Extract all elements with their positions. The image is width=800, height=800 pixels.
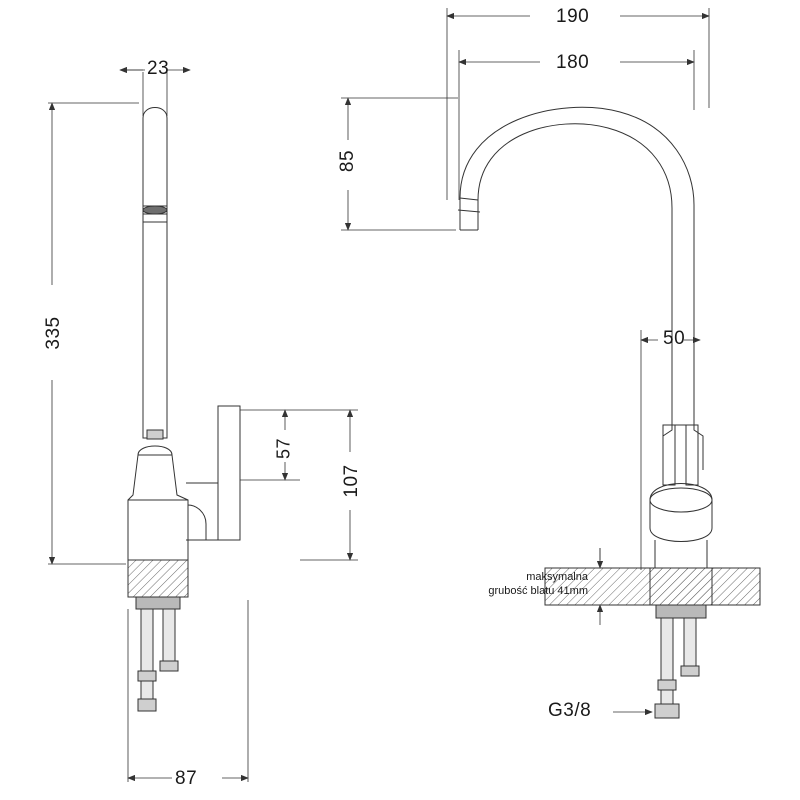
- dim-total-height: 335: [43, 316, 64, 350]
- worktop-note-line2: grubość blatu 41mm: [488, 585, 588, 597]
- worktop-thickness-note: [460, 570, 588, 598]
- dim-thread-size: G3/8: [548, 700, 592, 721]
- dim-body-height: 107: [341, 464, 362, 498]
- dim-spout-diameter: 23: [147, 58, 170, 79]
- dim-lever-height: 57: [273, 437, 294, 460]
- dim-spout-outlet-height: 85: [337, 149, 358, 173]
- front-view-geometry: [128, 108, 240, 712]
- dim-base-width: 87: [175, 768, 198, 789]
- side-view-geometry: [458, 107, 760, 718]
- dim-spout-reach-inner: 180: [556, 52, 590, 73]
- dim-spout-reach-outer: 190: [556, 6, 590, 27]
- worktop-note-line1: maksymalna: [526, 571, 588, 583]
- dim-column-offset: 50: [663, 328, 686, 349]
